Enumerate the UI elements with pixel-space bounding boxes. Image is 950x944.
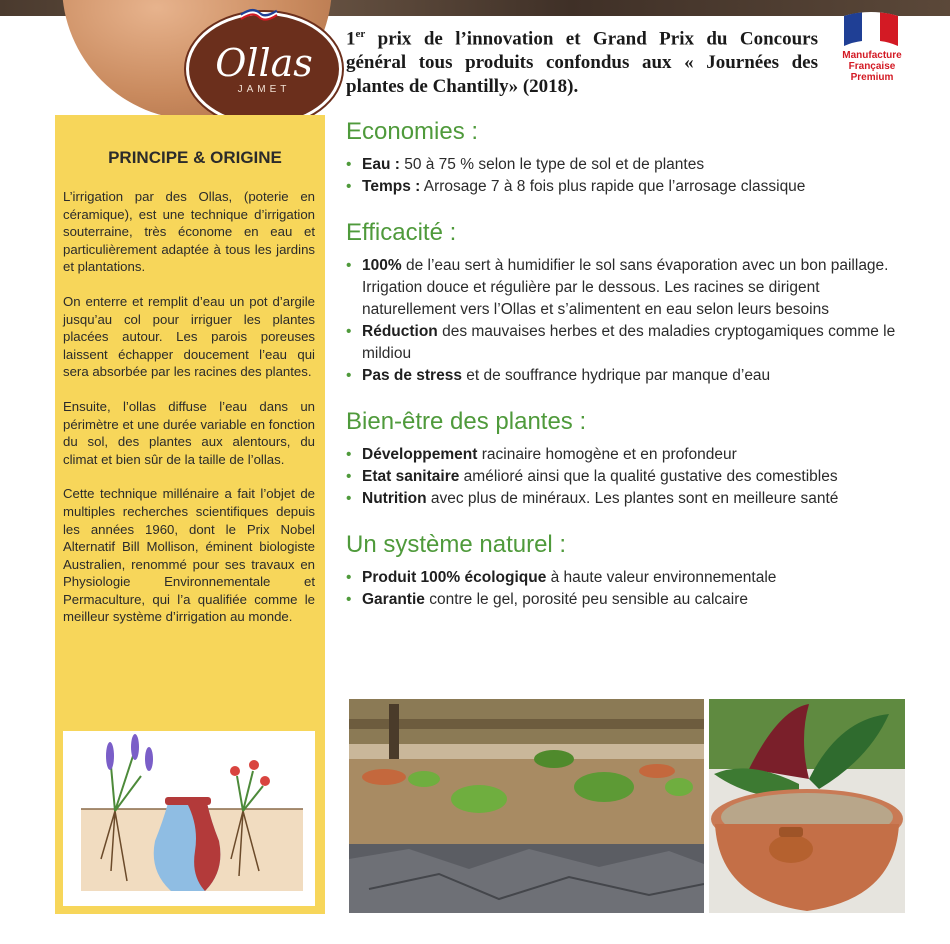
section-systeme — [346, 531, 916, 611]
bullet-text: contre le gel, porosité peu sensible au calcaire — [424, 591, 748, 608]
section-title: Un système naturel : — [346, 531, 567, 558]
ollas-logo — [186, 12, 342, 126]
manufacture-badge — [832, 50, 912, 83]
ordinal-suffix: er — [355, 28, 366, 40]
logo-flag-ribbon-icon — [239, 5, 279, 21]
bullet-dot-icon: • — [346, 367, 352, 384]
bullet-dot-icon: • — [346, 156, 352, 173]
principe-sidebar — [55, 115, 325, 914]
bullet-item — [346, 567, 916, 589]
bullet-text: Arrosage 7 à 8 fois plus rapide que l’arrosage classique — [420, 178, 806, 195]
bullet-item — [346, 176, 916, 198]
ollas-sketch-illustration — [63, 731, 315, 906]
sidebar-paragraph: L’irrigation par des Ollas, (poterie en céramique), est une technique d’irrigation souterraine, très économe en eau et particulièrement adaptée à tous les jardins et plantations. — [63, 189, 315, 275]
section-title: Bien-être des plantes : — [346, 408, 587, 435]
bullet-item — [346, 466, 916, 488]
bullet-dot-icon: • — [346, 323, 352, 340]
bullet-list — [346, 154, 916, 198]
bullet-item — [346, 255, 916, 321]
ordinal-number: 1 — [346, 28, 356, 50]
bullet-dot-icon: • — [346, 591, 352, 608]
bullet-dot-icon: • — [346, 569, 352, 586]
bullet-text: racinaire homogène et en profondeur — [477, 446, 737, 463]
badge-line-2: Française — [848, 61, 896, 72]
bullet-text: et de souffrance hydrique par manque d’eau — [461, 367, 771, 384]
bullet-item — [346, 365, 916, 387]
bullet-text: amélioré ainsi que la qualité gustative des comestibles — [459, 468, 838, 485]
bullet-dot-icon: • — [346, 257, 352, 274]
badge-line-3: Premium — [850, 72, 894, 83]
bullet-bold: Etat sanitaire — [362, 468, 460, 485]
bullet-bold: Nutrition — [362, 490, 427, 507]
section-title: Efficacité : — [346, 219, 457, 246]
headline-text: prix de l’innovation et Grand Prix du Concours général tous produits confondus aux « Journées des plantes de Chantilly» (2018). — [346, 28, 818, 98]
section-economies — [346, 118, 916, 198]
bullet-bold: Temps : — [362, 178, 421, 195]
bullet-dot-icon: • — [346, 178, 352, 195]
sidebar-paragraph: Ensuite, l’ollas diffuse l’eau dans un périmètre et une durée variable en fonction du sol, des plantes aux alentours, du climat et bien sûr de la taille de l’ollas. — [63, 398, 315, 467]
logo-subtitle: JAMET — [237, 83, 291, 95]
bullet-item — [346, 444, 916, 466]
bullet-bold: 100% — [362, 257, 402, 274]
award-headline — [346, 22, 818, 99]
bullet-dot-icon: • — [346, 446, 352, 463]
bullet-dot-icon: • — [346, 490, 352, 507]
sidebar-paragraph: On enterre et remplit d’eau un pot d’argile jusqu’au col pour irriguer les plantes placées autour. Les parois poreuses laissent échapper doucement l’eau qui sera absorbée par les racines des plantes. — [63, 293, 315, 380]
bullet-text: de l’eau sert à humidifier le sol sans évaporation avec un bon paillage. Irrigation douce et régulière par le dessous. Les racines se dirigent naturellement vers l’Ollas et s’alimentent en eau selon leurs besoins — [362, 257, 889, 318]
bullet-list — [346, 255, 916, 387]
bullet-bold: Développement — [362, 446, 478, 463]
bullet-bold: Réduction — [362, 323, 438, 340]
section-bien-etre — [346, 408, 916, 510]
garden-bed-photo — [349, 699, 704, 913]
bullet-text: à haute valeur environnementale — [546, 569, 777, 586]
bullet-item — [346, 589, 916, 611]
section-efficacite — [346, 219, 916, 387]
sidebar-text — [63, 188, 315, 643]
potted-plant-photo — [709, 699, 905, 913]
bullet-bold: Garantie — [362, 591, 425, 608]
section-title: Economies : — [346, 118, 479, 145]
benefits-column — [346, 118, 916, 632]
bullet-bold: Eau : — [362, 156, 400, 173]
bullet-list — [346, 444, 916, 510]
bullet-list — [346, 567, 916, 611]
bullet-dot-icon: • — [346, 468, 352, 485]
bullet-text: 50 à 75 % selon le type de sol et de plantes — [399, 156, 705, 173]
bullet-item — [346, 321, 916, 365]
bullet-bold: Pas de stress — [362, 367, 462, 384]
sidebar-title: PRINCIPE & ORIGINE — [108, 148, 282, 167]
bullet-text: avec plus de minéraux. Les plantes sont en meilleure santé — [426, 490, 839, 507]
french-flag-icon — [842, 10, 900, 50]
bullet-item — [346, 488, 916, 510]
badge-line-1: Manufacture — [842, 50, 902, 61]
sidebar-paragraph: Cette technique millénaire a fait l’objet de multiples recherches scientifiques depuis les années 1960, dont le Prix Nobel Alternatif Bill Mollison, éminent biologiste Australien, renommé pour ses travaux en Physiologie Environnementale et Permaculture, qui l’a qualifiée comme le meilleur système d’irrigation au monde. — [63, 486, 315, 625]
bullet-item — [346, 154, 916, 176]
bullet-bold: Produit 100% écologique — [362, 569, 547, 586]
logo-name: Ollas — [215, 40, 313, 85]
bullet-text: des mauvaises herbes et des maladies cryptogamiques comme le mildiou — [362, 323, 896, 362]
